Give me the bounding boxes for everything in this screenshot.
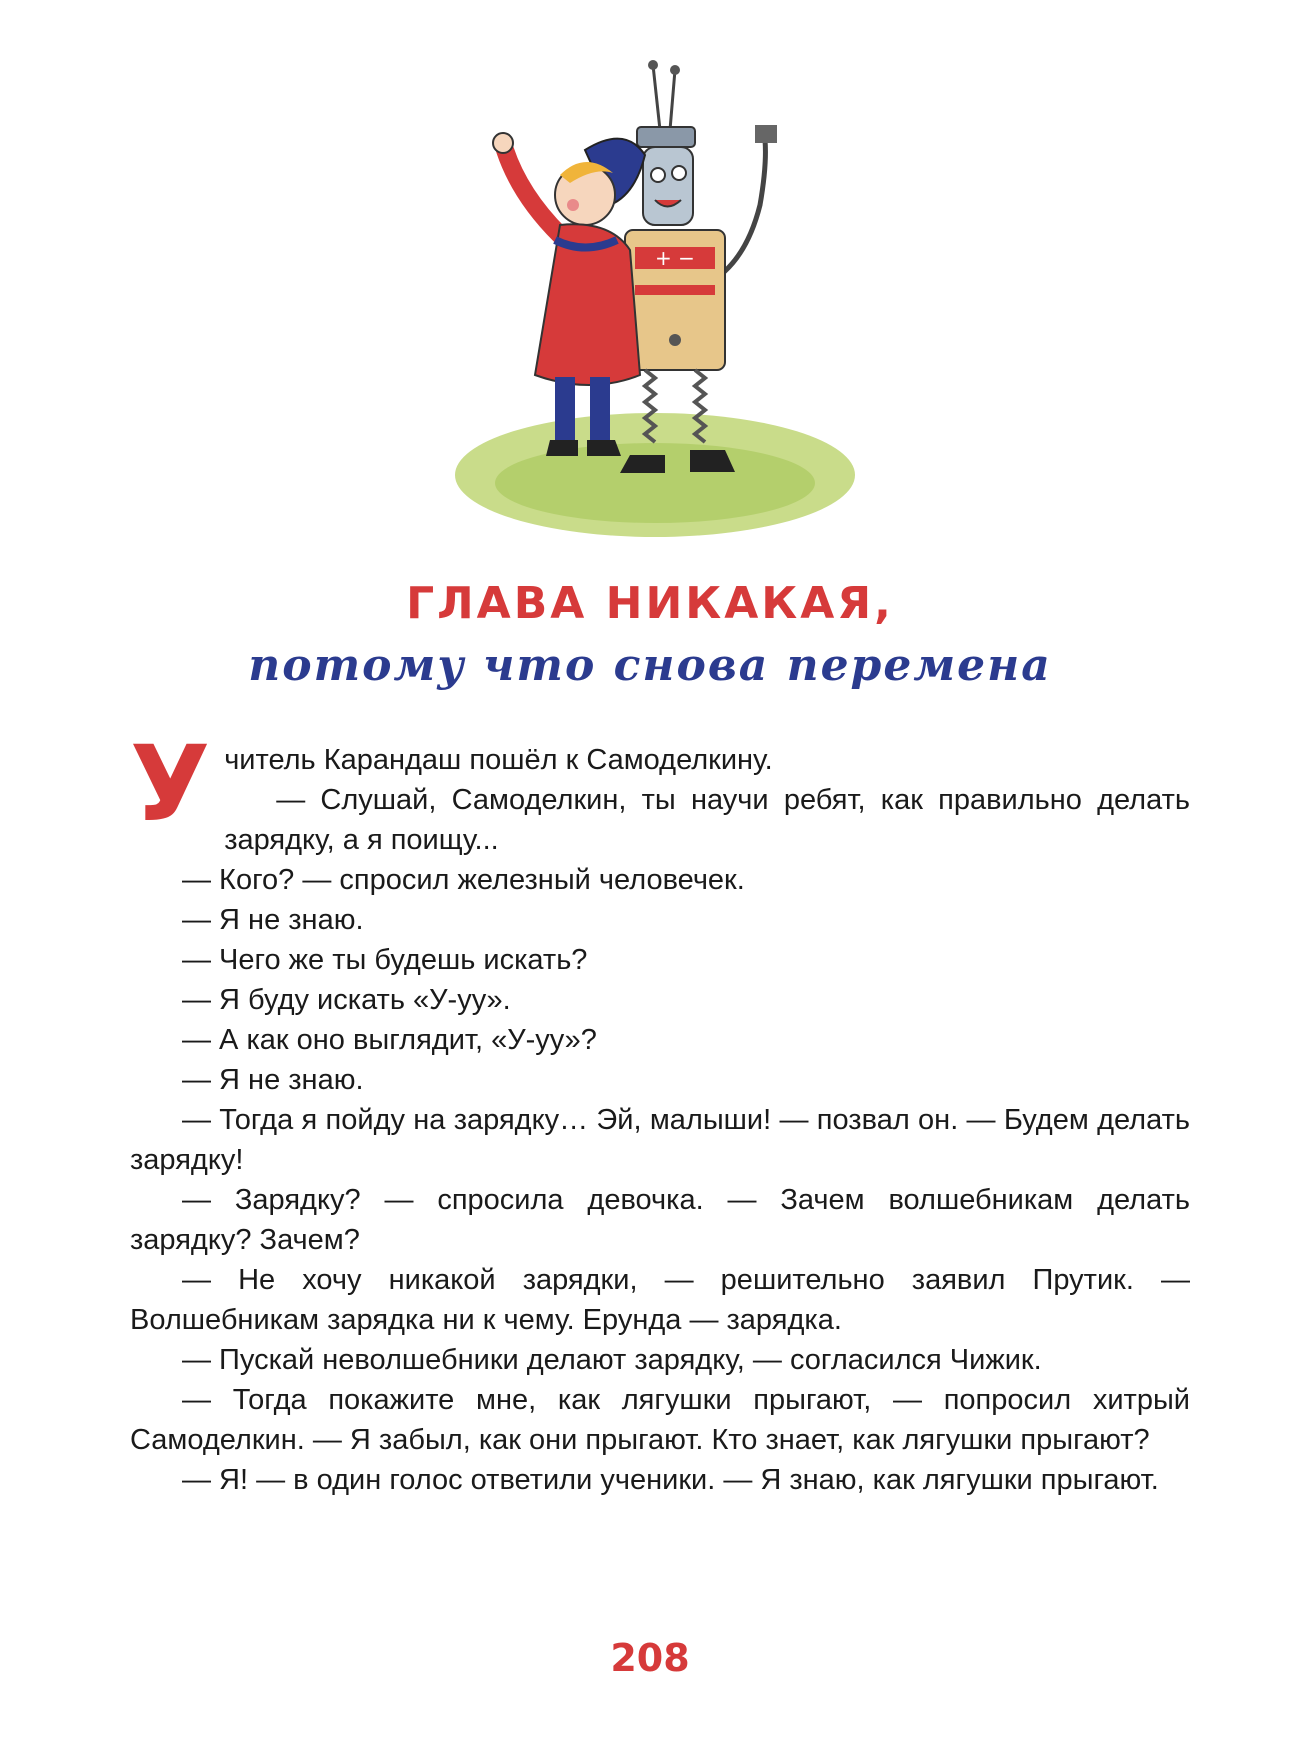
paragraph: Учитель Карандаш пошёл к Самоделкину. bbox=[130, 723, 773, 845]
paragraph: — Я не знаю. bbox=[182, 1064, 364, 1096]
paragraph: — Чего же ты будешь искать? bbox=[182, 944, 588, 976]
chapter-subtitle: потому что снова перемена bbox=[248, 640, 1052, 691]
paragraph: — Кого? — спросил железный человечек. bbox=[182, 864, 745, 896]
paragraph: — Зарядку? — спросила девочка. — Зачем волшебникам делать зарядку? Зачем? bbox=[130, 1184, 1190, 1256]
page-number: 208 bbox=[610, 1636, 690, 1680]
paragraph: — Я! — в один голос ответили ученики. — Я знаю, как лягушки прыгают. bbox=[182, 1464, 1159, 1496]
paragraph: — А как оно выглядит, «У-уу»? bbox=[182, 1024, 597, 1056]
svg-text:+ −: + − bbox=[655, 246, 695, 270]
paragraph: — Я буду искать «У-уу». bbox=[182, 984, 511, 1016]
girl-and-robot-icon bbox=[355, 55, 985, 575]
chapter-illustration bbox=[355, 55, 985, 575]
paragraph: — Тогда покажите мне, как лягушки прыгают, — попросил хитрый Самоделкин. — Я забыл, как они прыгают. Кто знает, как лягушки прыгают? bbox=[130, 1384, 1190, 1456]
paragraph: — Я не знаю. bbox=[182, 904, 364, 936]
chapter-text bbox=[130, 723, 1190, 1500]
drop-cap: У bbox=[130, 723, 211, 845]
paragraph: — Пускай неволшебники делают зарядку, — согласился Чижик. bbox=[182, 1344, 1042, 1376]
chapter-title: ГЛАВА НИКАКАЯ, bbox=[406, 578, 894, 629]
paragraph: — Тогда я пойду на зарядку… Эй, малыши! — позвал он. — Будем делать зарядку! bbox=[130, 1104, 1190, 1176]
paragraph: — Не хочу никакой зарядки, — решительно заявил Прутик. — Волшебникам зарядка ни к чему. Ерунда — зарядка. bbox=[130, 1264, 1190, 1336]
paragraph: — Слушай, Самоделкин, ты научи ребят, как правильно делать зарядку, а я поищу... bbox=[224, 784, 1190, 856]
